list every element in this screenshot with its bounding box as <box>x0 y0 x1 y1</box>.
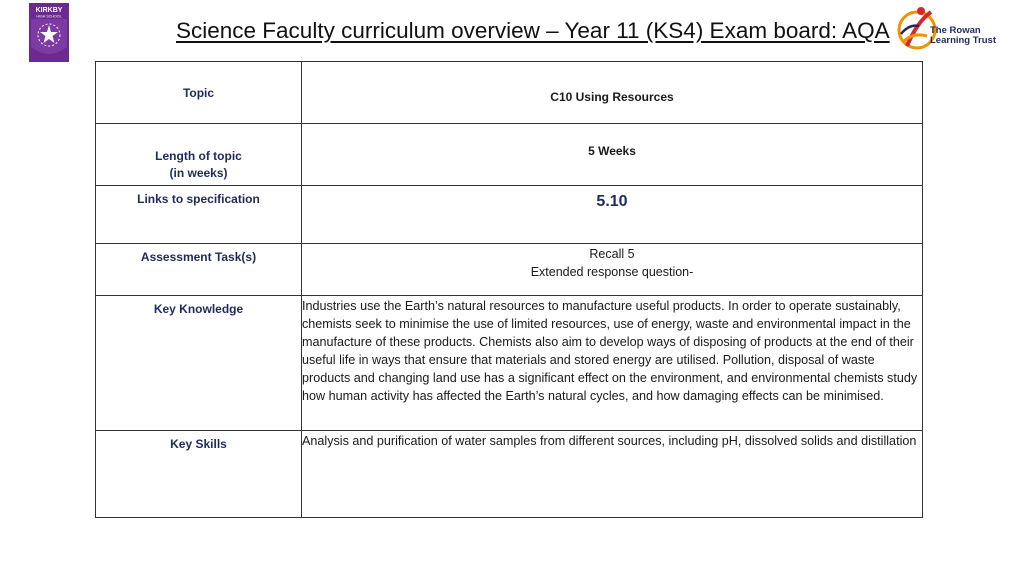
topic-value: C10 Using Resources <box>550 90 674 104</box>
assessment-value-line1: Recall 5 <box>589 247 635 261</box>
length-label-line1: Length of topic <box>155 149 242 163</box>
table-row-links <box>96 186 923 244</box>
topic-label: Topic <box>182 86 215 100</box>
trust-logo-text <box>930 26 1010 46</box>
knowledge-label: Key Knowledge <box>153 302 244 316</box>
length-label-cell <box>96 124 302 186</box>
assessment-value-cell <box>302 244 923 296</box>
assessment-value-line2: Extended response question- <box>530 265 694 279</box>
skills-label: Key Skills <box>170 437 227 451</box>
table-row-knowledge <box>96 296 923 431</box>
school-logo-name: KIRKBY <box>35 7 63 14</box>
links-value-cell <box>302 186 923 244</box>
table-row-length <box>96 124 923 186</box>
table-row-topic <box>96 62 923 124</box>
skills-label-cell <box>96 431 302 518</box>
skills-text: Analysis and purification of water samples from different sources, including pH, dissolved solids and distillation <box>302 434 917 448</box>
school-logo-subtitle: HIGH SCHOOL <box>36 14 62 19</box>
assessment-label-cell <box>96 244 302 296</box>
length-label-line2: (in weeks) <box>169 166 228 180</box>
table-row-assessment <box>96 244 923 296</box>
skills-value-cell <box>302 431 923 518</box>
page-title: Science Faculty curriculum overview – Year 11 (KS4) Exam board: AQA <box>176 18 890 43</box>
length-value: 5 Weeks <box>588 144 636 158</box>
curriculum-table <box>95 61 923 518</box>
table-row-skills <box>96 431 923 518</box>
knowledge-label-cell <box>96 296 302 431</box>
trust-logo-line1: The Rowan <box>930 25 981 36</box>
length-value-cell <box>302 124 923 186</box>
links-label: Links to specification <box>137 192 260 206</box>
trust-logo-line2: Learning Trust <box>930 35 996 46</box>
school-logo <box>29 3 69 62</box>
assessment-label: Assessment Task(s) <box>140 250 257 264</box>
topic-value-cell <box>302 62 923 124</box>
links-label-cell <box>96 186 302 244</box>
knowledge-value-cell <box>302 296 923 431</box>
knowledge-text: Industries use the Earth’s natural resources to manufacture useful products. In order to operate sustainably, chemists seek to minimise the use of limited resources, use of energy, waste and environmental impact in the manufacture of these products. Chemists also aim to develop ways of disposing of products at the end of their useful life in ways that ensure that materials and stored energy are utilised. Pollution, disposal of waste products and changing land use has a significant effect on the environment, and environmental chemists study how human activity has affected the Earth’s natural cycles, and how damaging effects can be minimised. <box>302 299 918 403</box>
spec-link-value: 5.10 <box>596 193 628 210</box>
topic-label-cell <box>96 62 302 124</box>
